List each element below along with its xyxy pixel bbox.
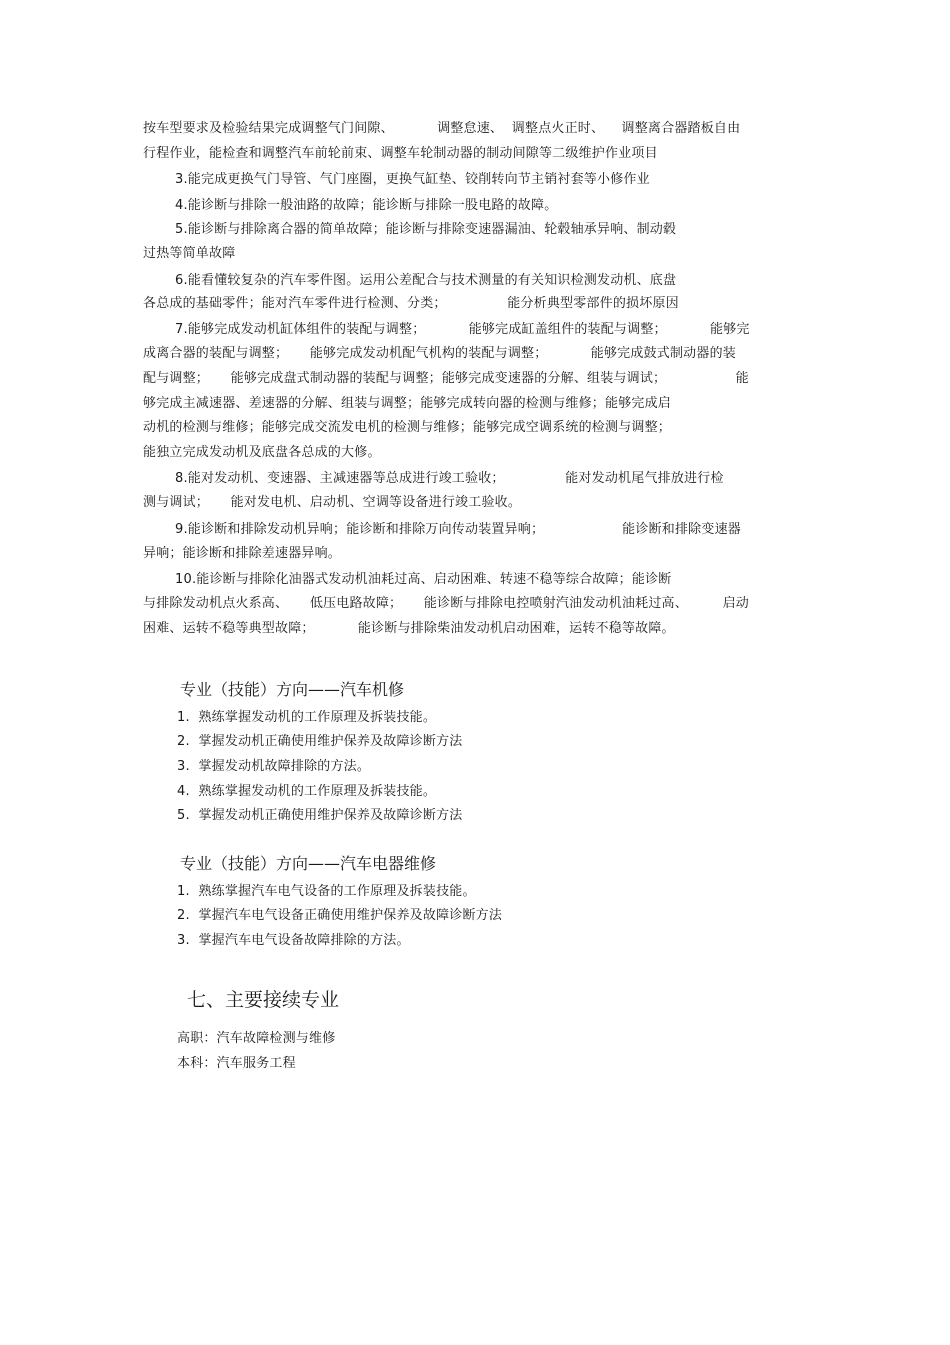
body-line: 各总成的基础零件；能对汽车零件进行检测、分类； 能分析典型零部件的损坏原因: [143, 296, 679, 311]
body-line: 7.能够完成发动机缸体组件的装配与调整； 能够完成缸盖组件的装配与调整； 能够完: [175, 322, 750, 337]
body-line: 与排除发动机点火系高、 低压电路故障； 能诊断与排除电控喷射汽油发动机油耗过高、 启动: [143, 596, 749, 611]
body-line: 过热等简单故障: [143, 246, 236, 261]
list-item: 2. 掌握汽车电气设备正确使用维护保养及故障诊断方法: [177, 908, 503, 923]
body-line: 8.能对发动机、变速器、主减速器等总成进行竣工验收； 能对发动机尾气排放进行检: [175, 471, 724, 486]
body-line: 5.能诊断与排除离合器的简单故障；能诊断与排除变速器漏油、轮毂轴承异响、制动毂: [175, 222, 677, 237]
body-line: 成离合器的装配与调整； 能够完成发动机配气机构的装配与调整； 能够完成鼓式制动器的装: [143, 346, 736, 361]
body-line: 困难、运转不稳等典型故障； 能诊断与排除柴油发动机启动困难，运转不稳等故障。: [143, 621, 675, 636]
continuation-item: 本科：汽车服务工程: [177, 1056, 296, 1071]
body-line: 动机的检测与维修；能够完成交流发电机的检测与维修；能够完成空调系统的检测与调整；: [143, 420, 672, 435]
body-line: 6.能看懂较复杂的汽车零件图。运用公差配合与技术测量的有关知识检测发动机、底盘: [175, 273, 677, 288]
list-item: 3. 掌握发动机故障排除的方法。: [177, 759, 371, 774]
body-line: 4.能诊断与排除一般油路的故障；能诊断与排除一股电路的故障。: [175, 198, 558, 213]
section-heading-continuation: 七、主要接续专业: [187, 989, 340, 1011]
section-title-engine: 专业（技能）方向——汽车机修: [180, 680, 405, 699]
list-item: 4. 熟练掌握发动机的工作原理及拆装技能。: [177, 784, 437, 799]
body-line: 异响；能诊断和排除差速器异响。: [143, 546, 342, 561]
continuation-item: 高职：汽车故障检测与维修: [177, 1031, 336, 1046]
body-line: 按车型要求及检验结果完成调整气门间隙、 调整怠速、 调整点火正时、 调整离合器踏板自由: [143, 121, 741, 136]
body-line: 10.能诊断与排除化油器式发动机油耗过高、启动困难、转速不稳等综合故障；能诊断: [175, 572, 672, 587]
body-line: 9.能诊断和排除发动机异响；能诊断和排除万向传动装置异响； 能诊断和排除变速器: [175, 522, 741, 537]
body-line: 配与调整； 能够完成盘式制动器的装配与调整；能够完成变速器的分解、组装与调试； 能: [143, 371, 749, 386]
body-line: 能独立完成发动机及底盘各总成的大修。: [143, 445, 381, 460]
list-item: 3. 掌握汽车电气设备故障排除的方法。: [177, 933, 410, 948]
body-line: 够完成主减速器、差速器的分解、组装与调整；能够完成转向器的检测与维修；能够完成启: [143, 396, 672, 411]
body-line: 测与调试； 能对发电机、启动机、空调等设备进行竣工验收。: [143, 495, 522, 510]
list-item: 1. 熟练掌握汽车电气设备的工作原理及拆装技能。: [177, 884, 476, 899]
body-line: 3.能完成更换气门导管、气门座圈，更换气缸垫、铰削转向节主销衬套等小修作业: [175, 172, 650, 187]
list-item: 1. 熟练掌握发动机的工作原理及拆装技能。: [177, 710, 437, 725]
section-title-electrical: 专业（技能）方向——汽车电器维修: [180, 854, 437, 873]
body-line: 行程作业，能检查和调整汽车前轮前束、调整车轮制动器的制动间隙等二级维护作业项目: [143, 146, 658, 161]
list-item: 2. 掌握发动机正确使用维护保养及故障诊断方法: [177, 734, 463, 749]
list-item: 5. 掌握发动机正确使用维护保养及故障诊断方法: [177, 808, 463, 823]
